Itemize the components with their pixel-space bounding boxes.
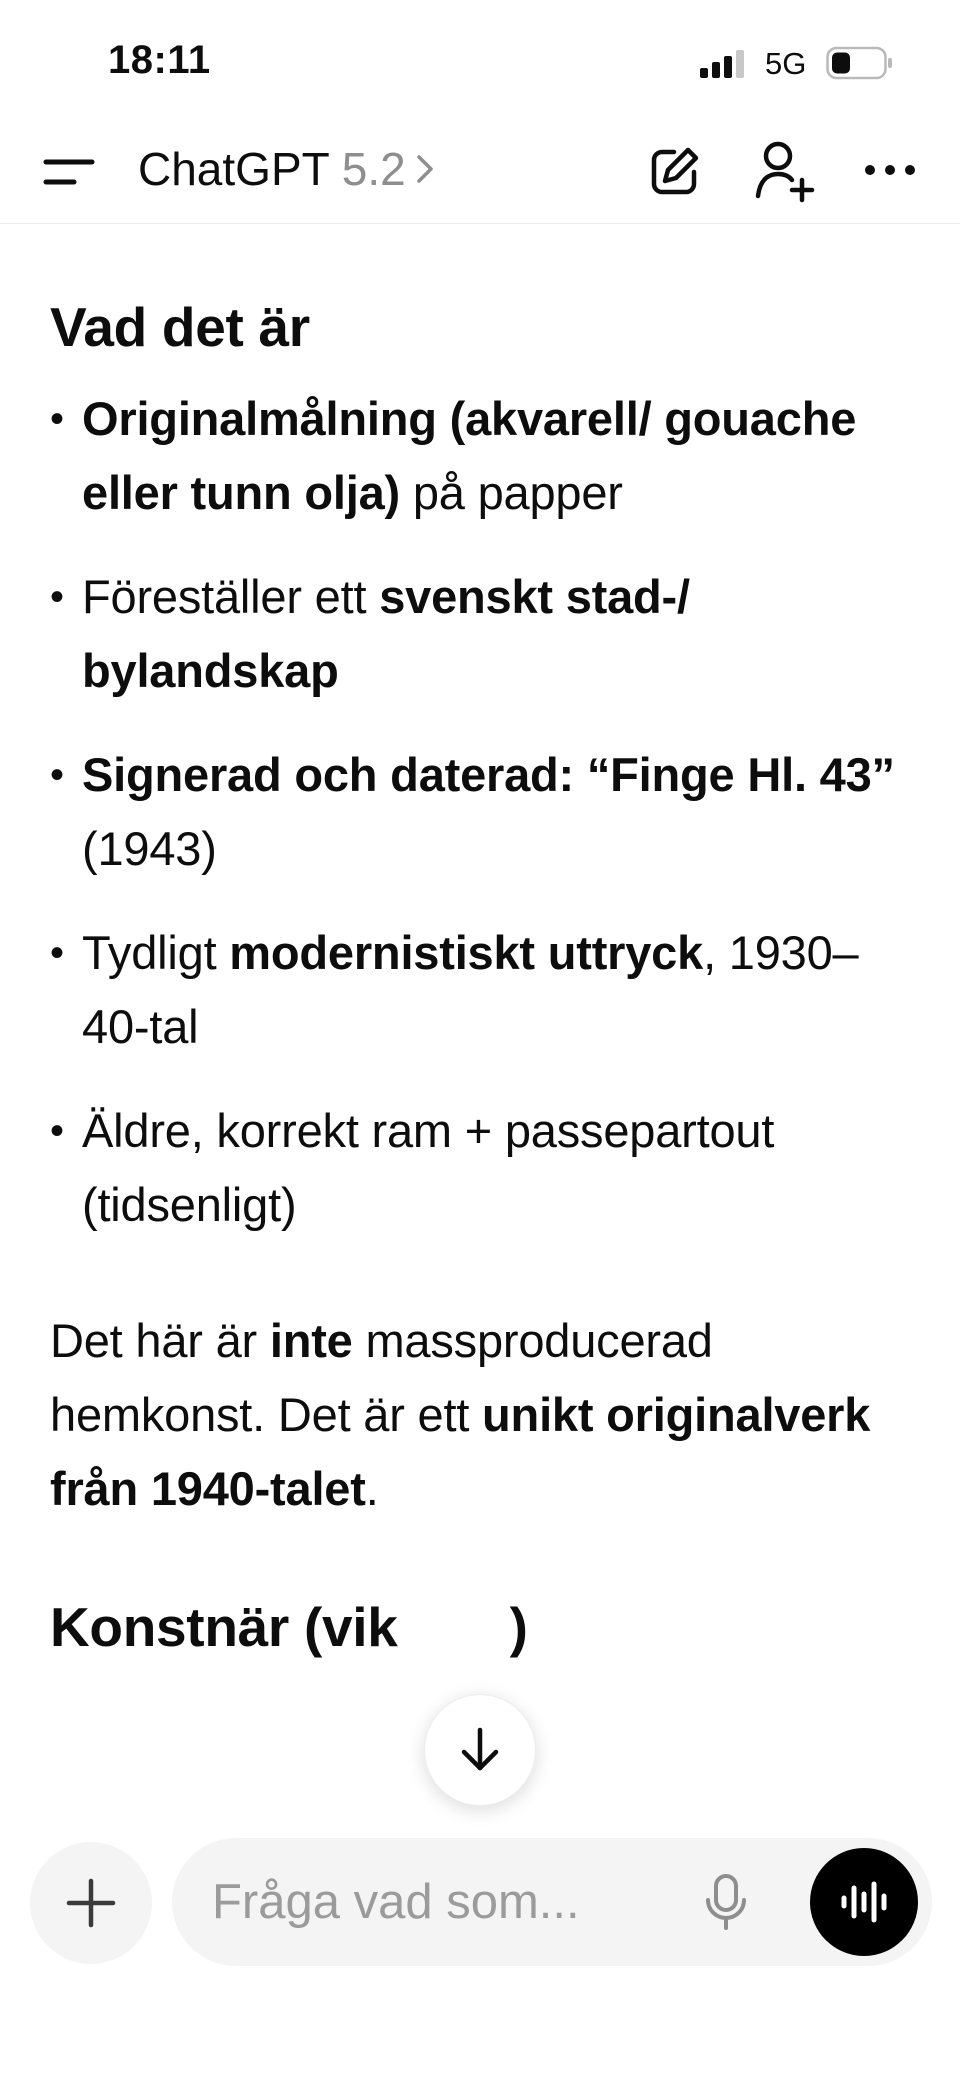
text-run: på papper [400, 466, 623, 519]
model-version: 5.2 [341, 143, 406, 195]
more-icon[interactable] [862, 156, 918, 184]
arrow-down-icon [456, 1724, 504, 1776]
app-title: ChatGPT [138, 143, 330, 195]
assistant-message [50, 224, 920, 1660]
text-run: Det här är [50, 1314, 270, 1367]
scroll-to-bottom-button[interactable] [424, 1694, 536, 1806]
status-bar [0, 0, 960, 120]
add-person-icon[interactable] [752, 138, 816, 204]
next-heading-start: Konstnär (vik [50, 1596, 398, 1658]
bullet-item [50, 560, 920, 708]
bullet-item [50, 1094, 920, 1242]
bold-text: inte [269, 1314, 353, 1367]
bold-text: unikt originalverk från 1940-talet [50, 1388, 871, 1515]
text-run: Äldre, korrekt ram + passepartout (tidsenligt) [82, 1104, 775, 1231]
text-run: , 1930–40-tal [82, 926, 859, 1053]
bullet-item [50, 916, 920, 1064]
next-section-heading [50, 1594, 920, 1660]
edit-icon[interactable] [644, 142, 704, 202]
message-input[interactable] [212, 1872, 632, 1932]
signal-icon [700, 50, 746, 78]
text-run: Tydligt [82, 926, 230, 979]
text-run: massproducerad hemkonst. Det är ett [50, 1314, 713, 1441]
plus-icon [63, 1875, 119, 1931]
summary-paragraph [50, 1304, 920, 1526]
model-selector[interactable] [138, 142, 436, 196]
battery-icon [826, 46, 894, 80]
text-run: (1943) [82, 822, 217, 875]
bullet-item [50, 738, 920, 886]
bold-text: Originalmålning (akvarell/ gouache eller tunn olja) [82, 392, 857, 519]
bold-text: Signerad och daterad: “Finge Hl. 43” [82, 748, 895, 801]
bullet-item [50, 382, 920, 530]
top-nav-bar [0, 120, 960, 224]
text-run: . [365, 1462, 379, 1515]
text-run: Föreställer ett [82, 570, 380, 623]
bold-text: modernistiskt uttryck [229, 926, 704, 979]
voice-mode-icon [838, 1880, 890, 1924]
bullet-list [50, 382, 920, 1242]
microphone-icon[interactable] [702, 1872, 750, 1932]
status-time: 18:11 [108, 38, 211, 82]
network-label: 5G [765, 46, 807, 81]
composer [172, 1838, 932, 1966]
chevron-right-icon [414, 151, 436, 187]
add-attachment-button[interactable] [30, 1842, 152, 1964]
menu-icon[interactable] [40, 150, 98, 194]
voice-mode-button[interactable] [810, 1848, 918, 1956]
next-heading-end: ) [509, 1596, 528, 1658]
bold-text: svenskt stad-/ bylandskap [82, 570, 690, 697]
section-heading: Vad det är [50, 296, 310, 358]
